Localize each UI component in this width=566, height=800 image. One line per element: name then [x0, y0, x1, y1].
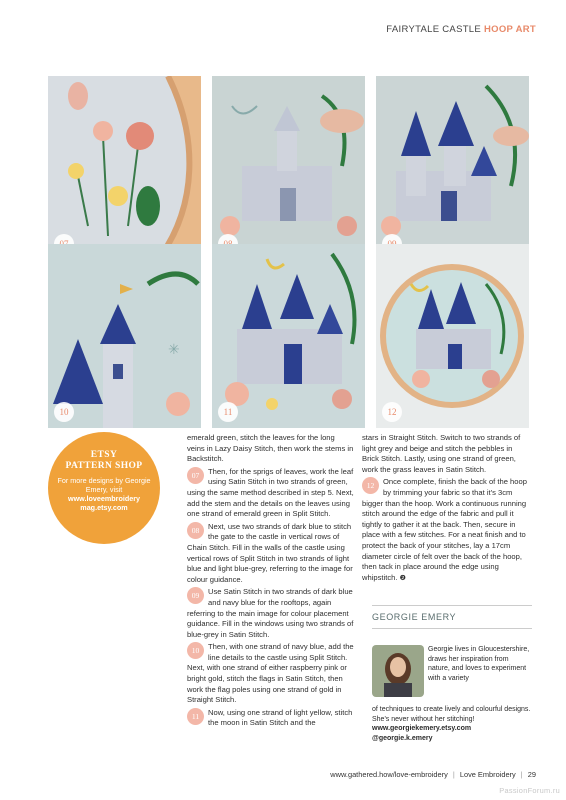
watermark: PassionForum.ru — [499, 786, 560, 795]
col1-intro: emerald green, stitch the leaves for the long veins in Lazy Daisy Stitch, then work the stems in Backstitch. — [187, 433, 354, 464]
etsy-title-line2: PATTERN SHOP — [65, 461, 143, 471]
step-text: Then, with one strand of navy blue, add the line details to the castle using Split Stitch. Next, with one strand of either raspberry pink or bright gold, stitch the flags in Satin Stitch, then work the flag poles using one strand of gold in Straight Stitch. — [187, 642, 354, 705]
etsy-title-line1: ETSY — [90, 450, 118, 460]
author-site-link[interactable]: www.georgiekemery.etsy.com — [372, 725, 472, 733]
etsy-body: For more designs by Georgie Emery, visit — [57, 476, 151, 494]
step-number: 12 — [362, 477, 379, 494]
step-number: 07 — [187, 467, 204, 484]
svg-text:✳: ✳ — [168, 342, 180, 358]
page-number: 29 — [527, 770, 536, 779]
step-text: Now, using one strand of light yellow, stitch the moon in Satin Stitch and the — [208, 707, 353, 728]
author-bio: Georgie lives in Gloucestershire, draws her inspiration from nature, and loves to experiment with a variety — [428, 646, 530, 682]
step-number: 11 — [187, 708, 204, 725]
step-photo-12 — [376, 244, 529, 428]
footer-magazine: Love Embroidery — [459, 770, 516, 779]
author-photo — [372, 645, 424, 697]
etsy-shop-badge[interactable] — [48, 432, 160, 544]
step-number: 10 — [187, 642, 204, 659]
step-text: Next, use two strands of dark blue to stitch the gate to the castle in vertical rows of Chain Stitch. Fill in the walls of the castle using vertical rows of Split Stitch in two strands of light blue and light blue-grey, referring to the image for colour guidance. — [187, 521, 353, 584]
etsy-link-line2[interactable]: mag.etsy.com — [80, 503, 128, 512]
step-text: Use Satin Stitch in two strands of dark blue and navy blue for the rooftops, again referring to the main image for colour placement guidance. Fill in the windows using two strands of blue-grey in Satin Stitch. — [187, 587, 354, 639]
step-photo-07 — [48, 76, 201, 260]
section-title: FAIRYTALE CASTLE — [386, 24, 482, 35]
instructions-column-2 — [362, 433, 530, 584]
step-photo-10 — [48, 244, 201, 428]
instructions-column-1 — [187, 433, 354, 729]
category-title: HOOP ART — [483, 24, 536, 35]
footer-url[interactable]: www.gathered.how/love-embroidery — [330, 770, 448, 779]
step-badge: 11 — [218, 402, 238, 422]
step-photo-08 — [212, 76, 365, 260]
page-header — [386, 24, 536, 35]
end-mark-icon: ❷ — [399, 574, 406, 582]
step-badge: 12 — [382, 402, 402, 422]
author-name: GEORGIE EMERY — [372, 605, 532, 629]
footer-separator: | — [452, 770, 455, 779]
step-number: 08 — [187, 522, 204, 539]
step-text: Then, for the sprigs of leaves, work the leaf using Satin Stitch in two strands of green, using the same method described in step 5. Next, add the stem and the details on the leaves using one strand of emerald green in Split Stitch. — [187, 466, 354, 519]
footer-separator: | — [520, 770, 523, 779]
step-photo-11 — [212, 244, 365, 428]
col2-intro: stars in Straight Stitch. Switch to two strands of light grey and beige and stitch the pebbles in Brick Stitch. Lastly, using one strand of green, work the grass leaves in Satin Stitch. — [362, 433, 521, 474]
step-badge: 10 — [54, 402, 74, 422]
author-box — [372, 605, 532, 742]
step-text: Once complete, finish the back of the hoop by trimming your fabric so that it's 3cm bigger than the hoop. Work a continuous running stitch around the edge of the fabric and pull it tightly to gather it at the back. Then, secure in place with a few stitches. For a neat finish and to protect the back of your stitches, lay a 17cm diameter circle of felt over the back of the hoop, then tack in place around the edge using whipstitch. — [362, 477, 527, 582]
page-footer — [330, 770, 536, 779]
etsy-link-line1[interactable]: www.loveembroidery — [67, 494, 141, 503]
author-bio-cont: of techniques to create lively and colourful designs. She's never without her stitching! — [372, 706, 531, 723]
author-social-handle[interactable]: @georgie.k.emery — [372, 734, 433, 742]
step-photo-09 — [376, 76, 529, 260]
step-number: 09 — [187, 587, 204, 604]
